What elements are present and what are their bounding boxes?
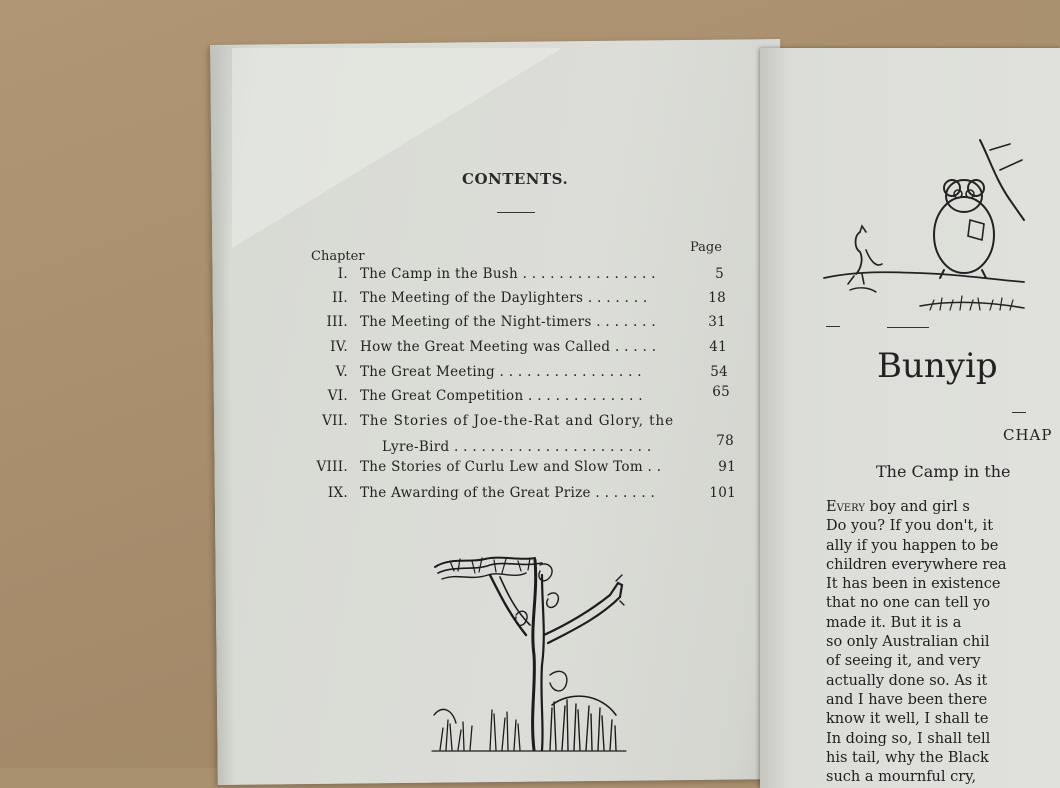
body-line: his tail, why the Black xyxy=(826,749,989,766)
toc-page: 18 xyxy=(708,290,726,306)
body-line: so only Australian chil xyxy=(826,634,990,651)
toc-title: The Great Meeting . . . . . . . . . . . . . . . . xyxy=(360,364,642,380)
toc-title: The Stories of Joe-the-Rat and Glory, the xyxy=(360,413,674,429)
page-column-header: Page xyxy=(690,240,722,255)
toc-title: The Meeting of the Daylighters . . . . . . . xyxy=(360,290,648,306)
toc-entry-7 xyxy=(300,413,740,435)
toc-entry-6 xyxy=(300,384,740,410)
toc-number: II. xyxy=(332,290,348,306)
toc-page: 41 xyxy=(709,339,727,355)
body-line: Do you? If you don't, it xyxy=(826,518,994,535)
contents-title: CONTENTS. xyxy=(462,170,569,188)
body-line: In doing so, I shall tell xyxy=(826,730,991,747)
body-line: that no one can tell yo xyxy=(826,595,991,612)
folded-corner xyxy=(232,48,562,248)
right-rule xyxy=(887,327,929,328)
body-line: know it well, I shall te xyxy=(826,711,989,728)
body-line: children everywhere rea xyxy=(826,556,1007,573)
tree-illustration xyxy=(430,555,630,755)
toc-entry-1 xyxy=(300,266,740,288)
right-rule-short xyxy=(826,326,840,327)
toc-page: 65 xyxy=(712,384,730,400)
toc-title: How the Great Meeting was Called . . . . . xyxy=(360,339,657,355)
toc-title: The Camp in the Bush . . . . . . . . . . . . . . . xyxy=(360,266,656,282)
body-line: Every boy and girl s xyxy=(826,499,970,515)
toc-number: I. xyxy=(337,266,348,282)
toc-page: 54 xyxy=(710,364,728,380)
toc-number: III. xyxy=(326,314,348,330)
body-line: of seeing it, and very xyxy=(826,653,981,670)
toc-entry-2 xyxy=(300,290,740,312)
toc-page: 78 xyxy=(716,433,734,449)
body-line: ally if you happen to be xyxy=(826,537,999,554)
title-rule-right xyxy=(1012,412,1026,413)
chapter-column-header: Chapter xyxy=(311,249,365,264)
toc-page: 31 xyxy=(708,314,726,330)
toc-title: The Meeting of the Night-timers . . . . . . . xyxy=(360,314,656,330)
body-line: actually done so. As it xyxy=(826,672,988,689)
chapter-subtitle: The Camp in the xyxy=(876,462,1011,481)
animals-illustration xyxy=(820,140,1024,330)
toc-title: Lyre-Bird . . . . . . . . . . . . . . . . . . . . . . xyxy=(382,439,652,455)
toc-number: VI. xyxy=(327,388,348,404)
toc-page: 91 xyxy=(718,459,736,475)
toc-entry-4 xyxy=(300,339,740,361)
toc-number: VIII. xyxy=(316,459,348,475)
toc-entry-3 xyxy=(300,314,740,336)
toc-title: The Stories of Curlu Lew and Slow Tom . . xyxy=(360,459,662,475)
toc-number: IV. xyxy=(330,339,348,355)
chapter-heading: CHAP xyxy=(1003,426,1053,444)
toc-number: VII. xyxy=(322,413,348,429)
body-line: made it. But it is a xyxy=(826,614,962,631)
body-line: It has been in existence xyxy=(826,576,1001,593)
toc-entry-5 xyxy=(300,364,740,386)
toc-number: IX. xyxy=(327,485,348,501)
title-rule xyxy=(497,212,535,213)
toc-title: The Great Competition . . . . . . . . . . . . . xyxy=(360,388,643,404)
toc-entry-9 xyxy=(300,485,740,507)
toc-entry-7-page-row xyxy=(300,433,740,455)
toc-title: The Awarding of the Great Prize . . . . . . . xyxy=(360,485,656,501)
toc-number: V. xyxy=(335,364,348,380)
toc-page: 101 xyxy=(709,485,736,501)
body-text xyxy=(826,498,1024,787)
body-line: such a mournful cry, xyxy=(826,769,977,786)
body-line: and I have been there xyxy=(826,691,988,708)
toc-entry-8 xyxy=(300,459,740,481)
book-title: Bunyip xyxy=(877,346,998,386)
toc-page: 5 xyxy=(715,266,724,282)
